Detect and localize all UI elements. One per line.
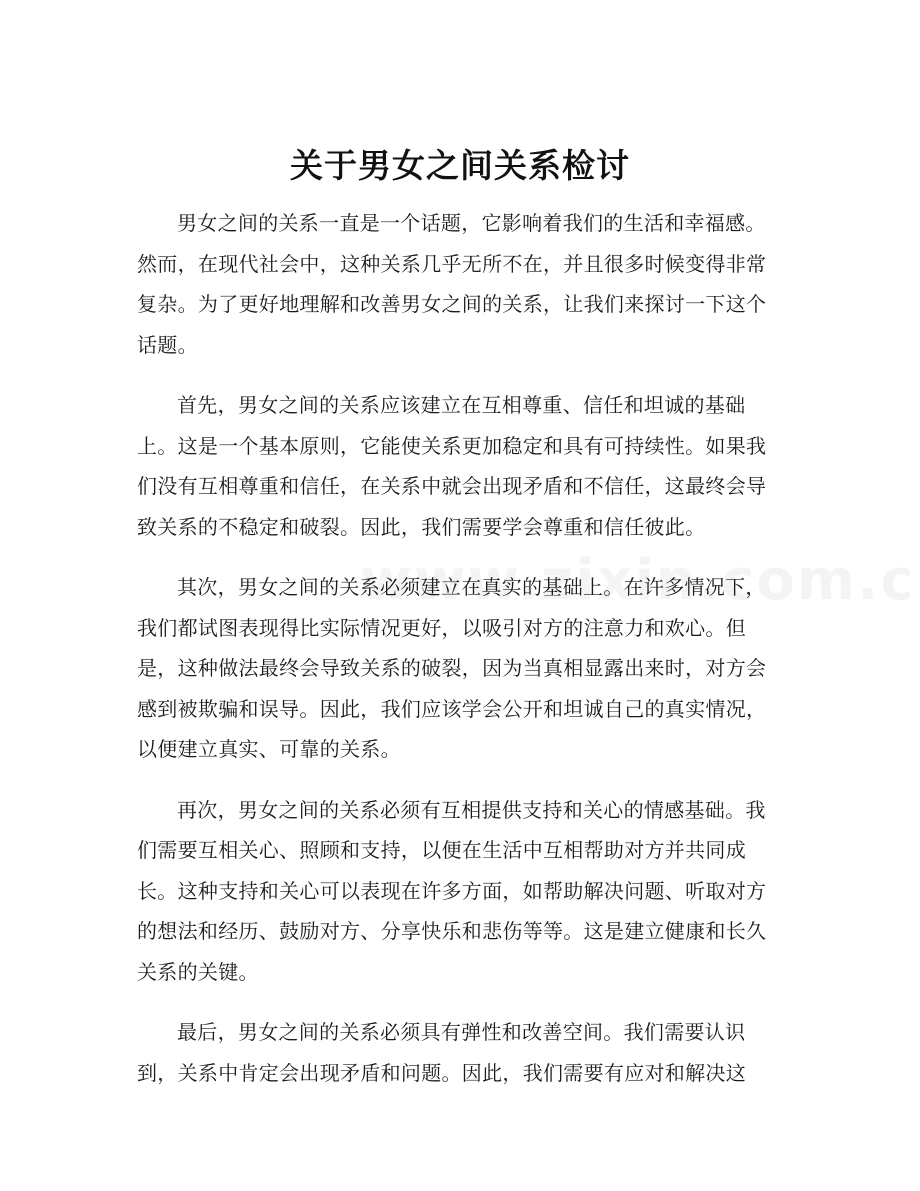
paragraph-1: 男女之间的关系一直是一个话题，它影响着我们的生活和幸福感。然而，在现代社会中，这种关系几乎无所不在，并且很多时候变得非常复杂。为了更好地理解和改善男女之间的关系，让我们来探讨一下这个话题。: [137, 211, 767, 357]
paragraph-5: 最后，男女之间的关系必须具有弹性和改善空间。我们需要认识到，关系中肯定会出现矛盾和问题。因此，我们需要有应对和解决这: [137, 1020, 746, 1085]
paragraph-4: 再次，男女之间的关系必须有互相提供支持和关心的情感基础。我们需要互相关心、照顾和支持，以便在生活中互相帮助对方并共同成长。这种支持和关心可以表现在许多方面，如帮助解决问题、听取对方的想法和经历、鼓励对方、分享快乐和悲伤等等。这是建立健康和长久关系的关键。: [137, 797, 767, 984]
paragraph-2: 首先，男女之间的关系应该建立在互相尊重、信任和坦诚的基础上。这是一个基本原则，它能使关系更加稳定和具有可持续性。如果我们没有互相尊重和信任，在关系中就会出现矛盾和不信任，这最终会导致关系的不稳定和破裂。因此，我们需要学会尊重和信任彼此。: [137, 393, 767, 539]
document-title: 关于男女之间关系检讨: [290, 146, 630, 185]
document-body: [137, 203, 771, 1113]
paragraph-3: 其次，男女之间的关系必须建立在真实的基础上。在许多情况下，我们都试图表现得比实际情况更好，以吸引对方的注意力和欢心。但是，这种做法最终会导致关系的破裂，因为当真相显露出来时，对方会感到被欺骗和误导。因此，我们应该学会公开和坦诚自己的真实情况，以便建立真实、可靠的关系。: [137, 575, 767, 761]
